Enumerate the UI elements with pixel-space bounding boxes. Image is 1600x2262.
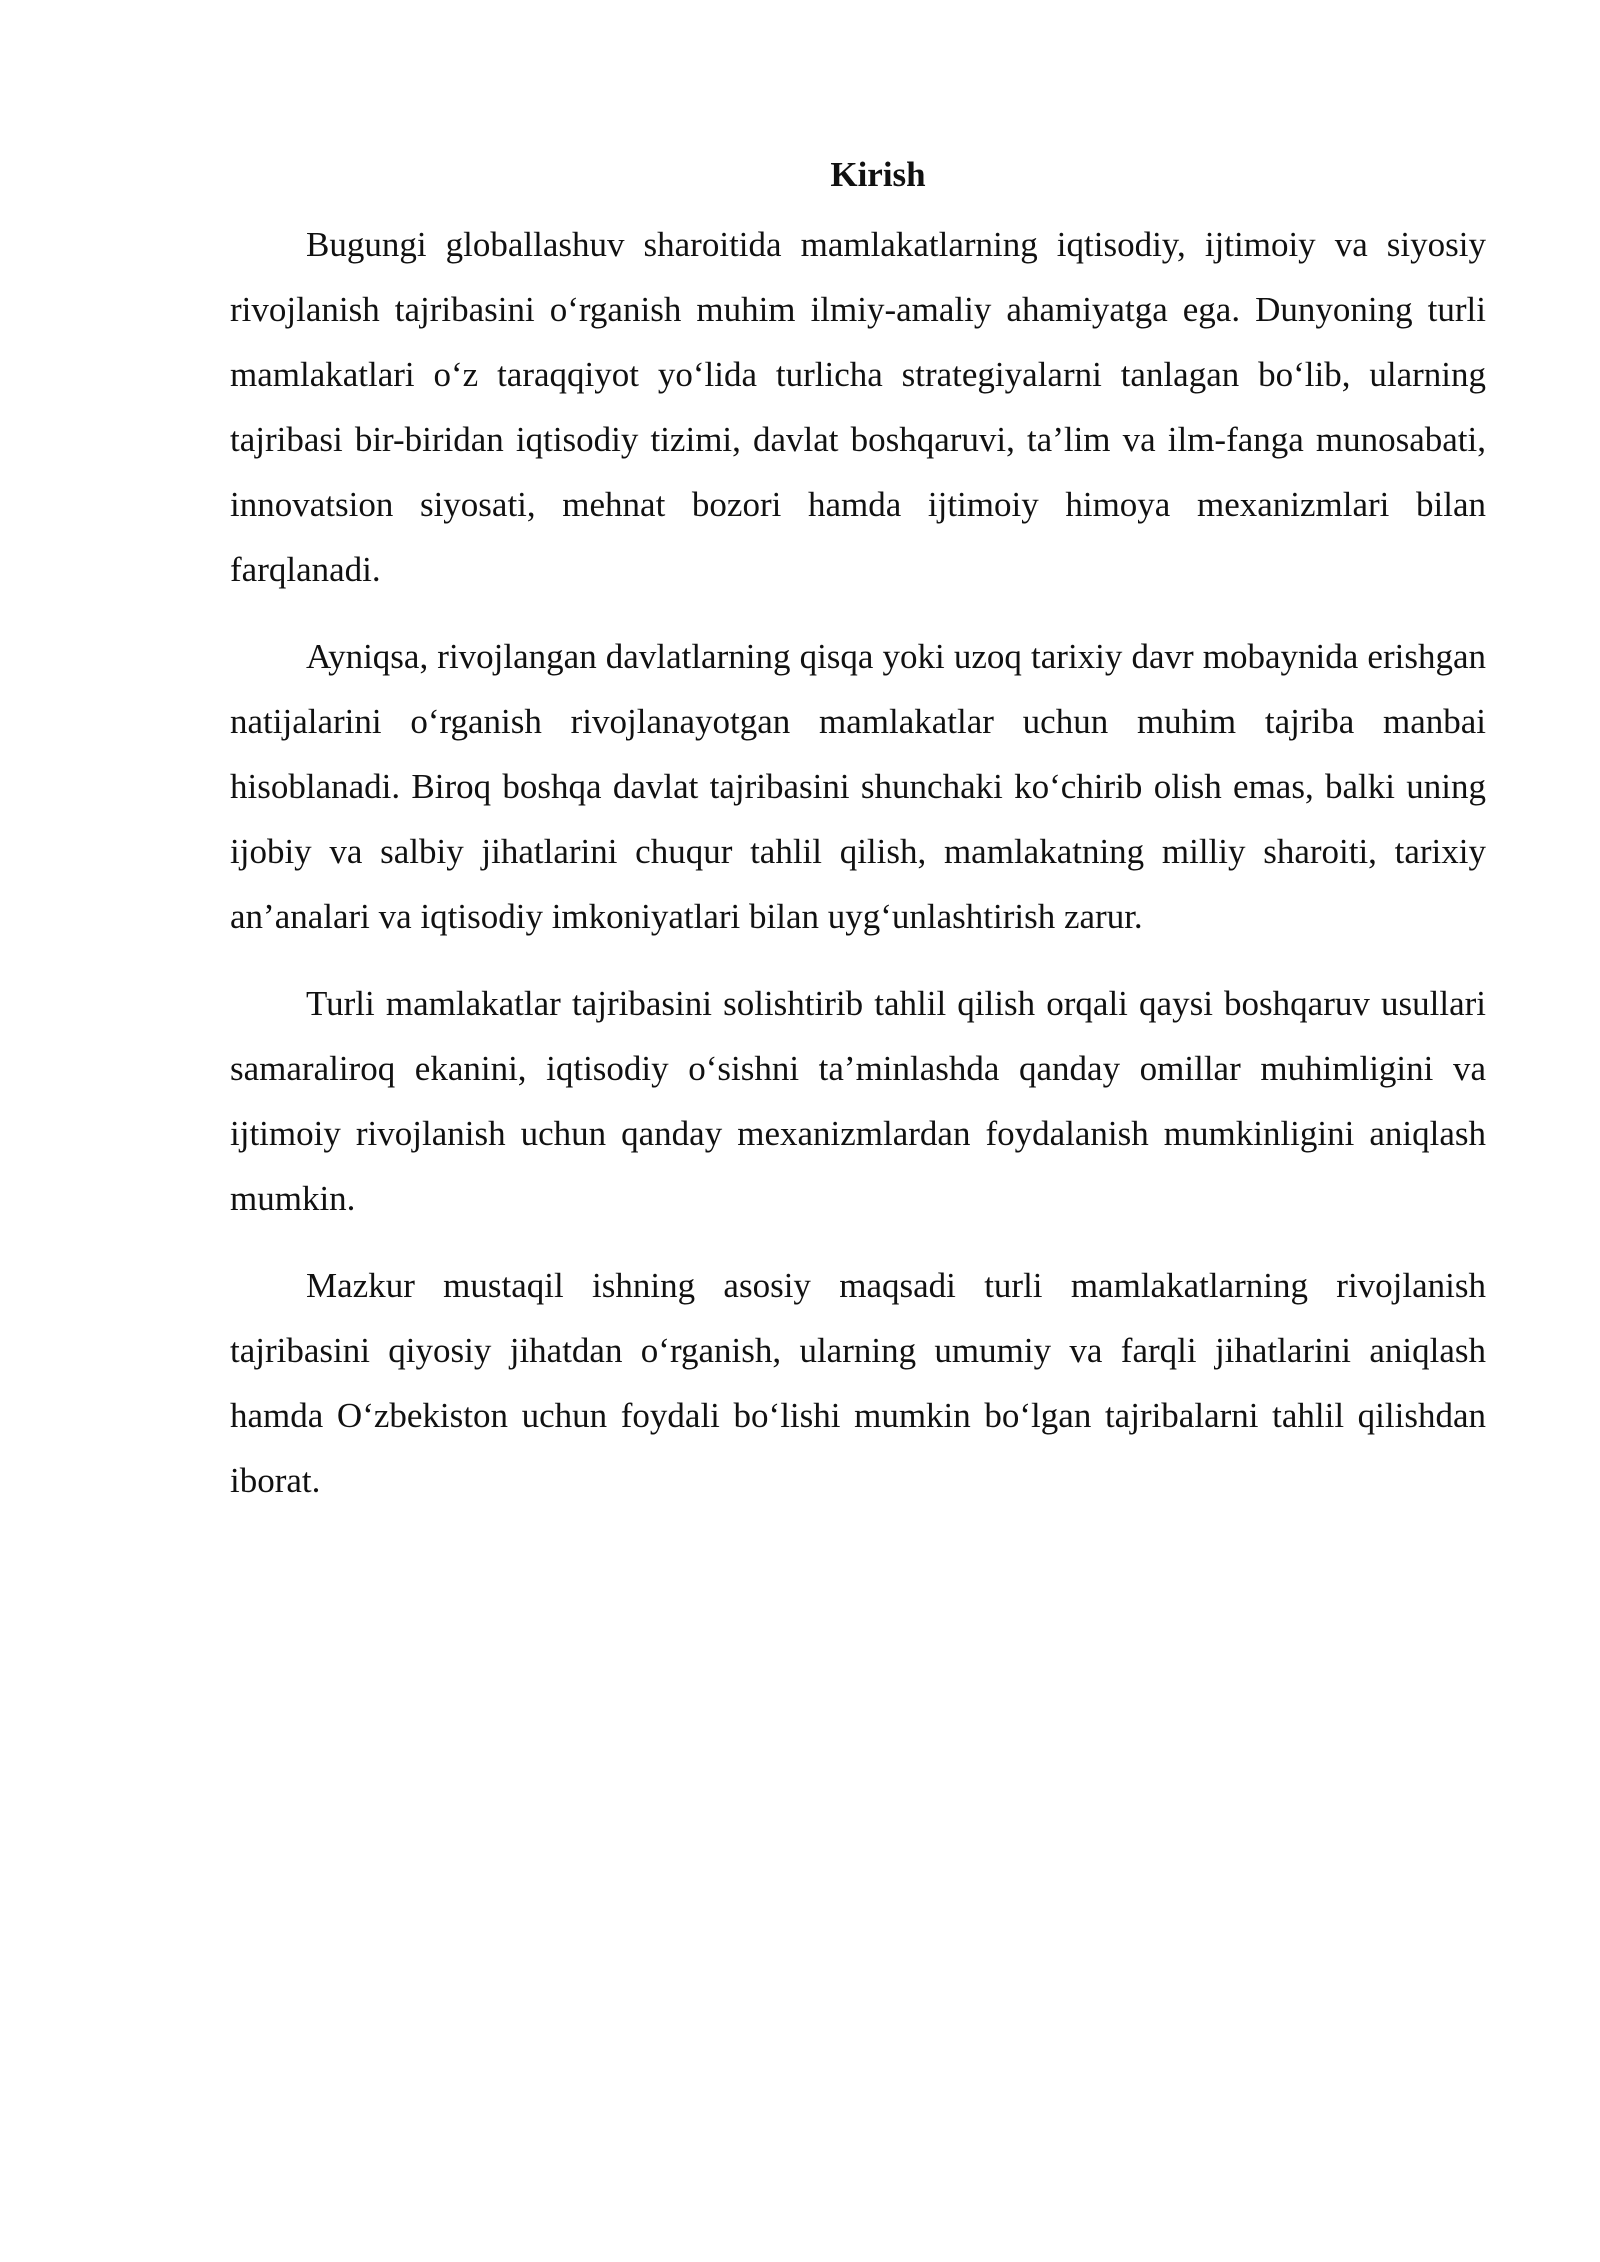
document-body: [230, 148, 1486, 1535]
paragraph-2: Ayniqsa, rivojlangan davlatlarning qisqa yoki uzoq tarixiy davr mobaynida erishgan natijalarini o‘rganish rivojlanayotgan mamlakatlar uchun muhim tajriba manbai hisoblanadi. Biroq boshqa davlat tajribasini shunchaki ko‘chirib olish emas, balki uning ijobiy va salbiy jihatlarini chuqur tahlil qilish, mamlakatning milliy sharoiti, tarixiy an’analari va iqtisodiy imkoniyatlari bilan uyg‘unlashtirish zarur.: [230, 637, 1486, 936]
paragraph-1: Bugungi globallashuv sharoitida mamlakatlarning iqtisodiy, ijtimoiy va siyosiy rivojlanish tajribasini o‘rganish muhim ilmiy-amaliy ahamiyatga ega. Dunyoning turli mamlakatlari o‘z taraqqiyot yo‘lida turlicha strategiyalarni tanlagan bo‘lib, ularning tajribasi bir-biridan iqtisodiy tizimi, davlat boshqaruvi, ta’lim va ilm-fanga munosabati, innovatsion siyosati, mehnat bozori hamda ijtimoiy himoya mexanizmlari bilan farqlanadi.: [230, 225, 1486, 589]
document-title: Kirish: [830, 155, 926, 194]
paragraph-3: Turli mamlakatlar tajribasini solishtirib tahlil qilish orqali qaysi boshqaruv usullari samaraliroq ekanini, iqtisodiy o‘sishni ta’minlashda qanday omillar muhimligini va ijtimoiy rivojlanish uchun qanday mexanizmlardan foydalanish mumkinligini aniqlash mumkin.: [230, 984, 1486, 1218]
paragraph-4: Mazkur mustaqil ishning asosiy maqsadi turli mamlakatlarning rivojlanish tajribasini qiyosiy jihatdan o‘rganish, ularning umumiy va farqli jihatlarini aniqlash hamda O‘zbekiston uchun foydali bo‘lishi mumkin bo‘lgan tajribalarni tahlil qilishdan iborat.: [230, 1266, 1486, 1500]
